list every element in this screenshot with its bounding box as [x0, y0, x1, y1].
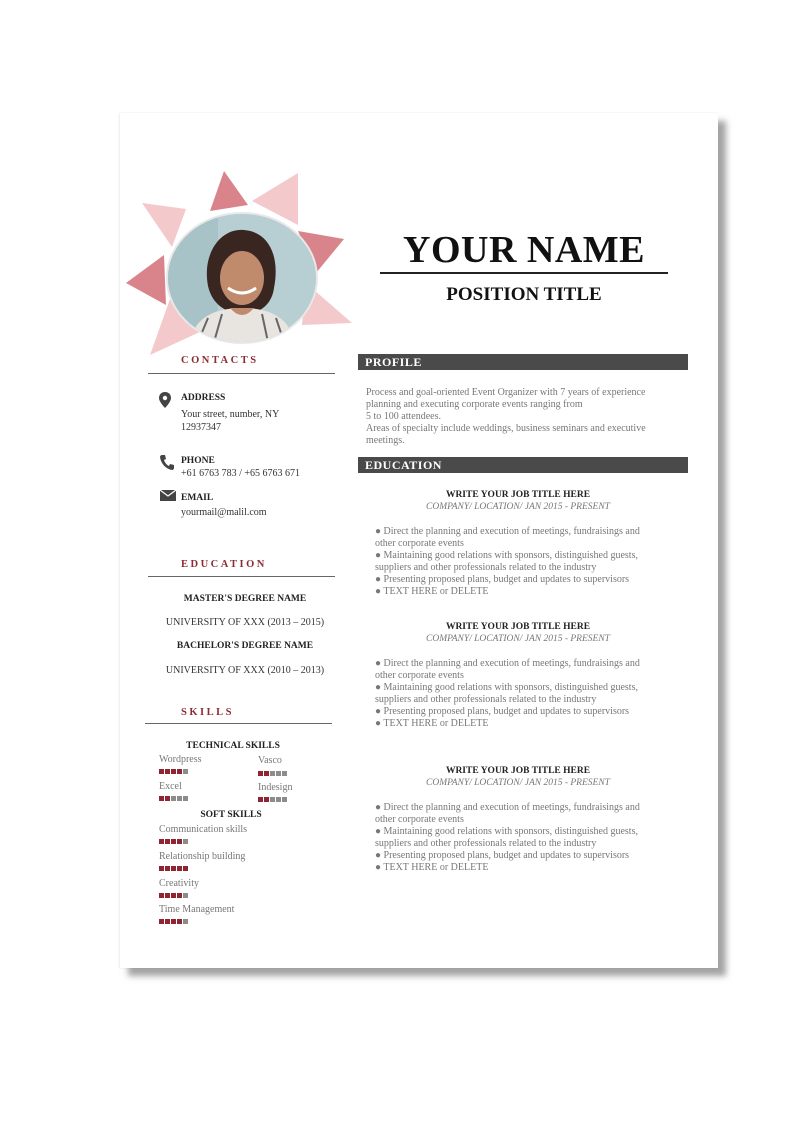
education-left-divider — [148, 576, 335, 577]
location-pin-icon — [158, 392, 172, 408]
skill-name: Time Management — [159, 904, 235, 915]
skill-name: Communication skills — [159, 824, 248, 835]
full-name: YOUR NAME — [403, 229, 645, 271]
address-line2: 12937347 — [181, 422, 221, 433]
rating-square-filled — [159, 893, 164, 898]
job-title: WRITE YOUR JOB TITLE HERE — [445, 766, 591, 776]
skill-rating — [159, 893, 188, 898]
rating-square-filled — [171, 839, 176, 844]
address-label: ADDRESS — [181, 393, 226, 403]
rating-square-filled — [177, 919, 182, 924]
phone-label: PHONE — [181, 456, 215, 466]
job-title: WRITE YOUR JOB TITLE HERE — [445, 622, 591, 632]
skill-name: Relationship building — [159, 851, 246, 862]
rating-square-filled — [177, 839, 182, 844]
job-bullets: ● Direct the planning and execution of meetings, fundraisings and other corporate events ● Maintaining good relations with sponsors, distinguished guests, suppliers and other professionals related to the industry ● Presenting proposed plans, budget and updates to supervisors ● TEXT HERE or DELETE — [375, 658, 640, 729]
rating-square-empty — [183, 893, 188, 898]
rating-square-filled — [264, 797, 269, 802]
email-icon — [160, 490, 176, 501]
skill-name: Excel — [159, 781, 182, 792]
job-company: COMPANY/ LOCATION/ JAN 2015 - PRESENT — [426, 502, 610, 512]
rating-square-empty — [183, 919, 188, 924]
skill-name: Indesign — [258, 782, 293, 793]
skill-name: Vasco — [258, 755, 282, 766]
rating-square-filled — [165, 839, 170, 844]
rating-square-filled — [171, 769, 176, 774]
education-school: UNIVERSITY OF XXX (2013 – 2015) — [165, 617, 325, 628]
rating-square-filled — [165, 893, 170, 898]
rating-square-filled — [177, 769, 182, 774]
contacts-divider — [148, 373, 335, 374]
contacts-title: CONTACTS — [181, 355, 259, 366]
rating-square-filled — [183, 866, 188, 871]
rating-square-empty — [171, 796, 176, 801]
rating-square-filled — [165, 796, 170, 801]
technical-skills-title: TECHNICAL SKILLS — [186, 741, 280, 751]
job-title: WRITE YOUR JOB TITLE HERE — [445, 490, 591, 500]
position-title: POSITION TITLE — [446, 284, 602, 305]
skill-rating — [159, 769, 188, 774]
education-left-title: EDUCATION — [181, 559, 267, 570]
rating-square-empty — [183, 769, 188, 774]
rating-square-filled — [165, 866, 170, 871]
address-line1: Your street, number, NY — [181, 409, 280, 420]
rating-square-filled — [159, 866, 164, 871]
profile-section-bar: PROFILE — [358, 354, 688, 370]
rating-square-filled — [165, 769, 170, 774]
rating-square-empty — [282, 771, 287, 776]
skills-title: SKILLS — [181, 707, 234, 718]
job-bullets: ● Direct the planning and execution of meetings, fundraisings and other corporate events ● Maintaining good relations with sponsors, distinguished guests, suppliers and other professionals related to the industry ● Presenting proposed plans, budget and updates to supervisors ● TEXT HERE or DELETE — [375, 526, 640, 597]
education-degree: MASTER'S DEGREE NAME — [183, 594, 307, 604]
skill-rating — [159, 796, 188, 801]
email-value[interactable]: yourmail@malil.com — [181, 507, 267, 518]
profile-summary: Process and goal-oriented Event Organizer with 7 years of experience planning and executing corporate events ranging from 5 to 100 attendees. Areas of specialty include weddings, business seminars and executive meetings. — [366, 387, 646, 446]
rating-square-filled — [258, 797, 263, 802]
job-company: COMPANY/ LOCATION/ JAN 2015 - PRESENT — [426, 778, 610, 788]
skills-divider — [145, 723, 332, 724]
rating-square-empty — [282, 797, 287, 802]
profile-photo — [166, 212, 318, 344]
skill-rating — [159, 919, 188, 924]
rating-square-empty — [183, 839, 188, 844]
rating-square-filled — [264, 771, 269, 776]
rating-square-filled — [177, 893, 182, 898]
rating-square-empty — [270, 797, 275, 802]
rating-square-filled — [159, 796, 164, 801]
phone-icon — [160, 454, 174, 470]
rating-square-filled — [171, 893, 176, 898]
rating-square-filled — [159, 769, 164, 774]
skill-rating — [258, 797, 287, 802]
skill-rating — [159, 839, 188, 844]
person-photo-icon — [168, 214, 316, 342]
skill-name: Wordpress — [159, 754, 202, 765]
rating-square-filled — [171, 919, 176, 924]
rating-square-empty — [183, 796, 188, 801]
skill-rating — [159, 866, 188, 871]
rating-square-empty — [276, 771, 281, 776]
phone-value: +61 6763 783 / +65 6763 671 — [181, 468, 301, 479]
rating-square-filled — [159, 839, 164, 844]
rating-square-filled — [258, 771, 263, 776]
rating-square-empty — [276, 797, 281, 802]
email-label: EMAIL — [181, 493, 214, 503]
rating-square-empty — [177, 796, 182, 801]
education-section-bar: EDUCATION — [358, 457, 688, 473]
education-degree: BACHELOR'S DEGREE NAME — [176, 641, 314, 651]
skill-rating — [258, 771, 287, 776]
skill-name: Creativity — [159, 878, 199, 889]
rating-square-empty — [270, 771, 275, 776]
job-company: COMPANY/ LOCATION/ JAN 2015 - PRESENT — [426, 634, 610, 644]
job-bullets: ● Direct the planning and execution of meetings, fundraisings and other corporate events ● Maintaining good relations with sponsors, distinguished guests, suppliers and other professionals related to the industry ● Presenting proposed plans, budget and updates to supervisors ● TEXT HERE or DELETE — [375, 802, 640, 873]
rating-square-filled — [165, 919, 170, 924]
name-divider — [380, 272, 668, 274]
soft-skills-title: SOFT SKILLS — [200, 810, 262, 820]
rating-square-filled — [177, 866, 182, 871]
education-school: UNIVERSITY OF XXX (2010 – 2013) — [165, 665, 325, 676]
rating-square-filled — [171, 866, 176, 871]
rating-square-filled — [159, 919, 164, 924]
